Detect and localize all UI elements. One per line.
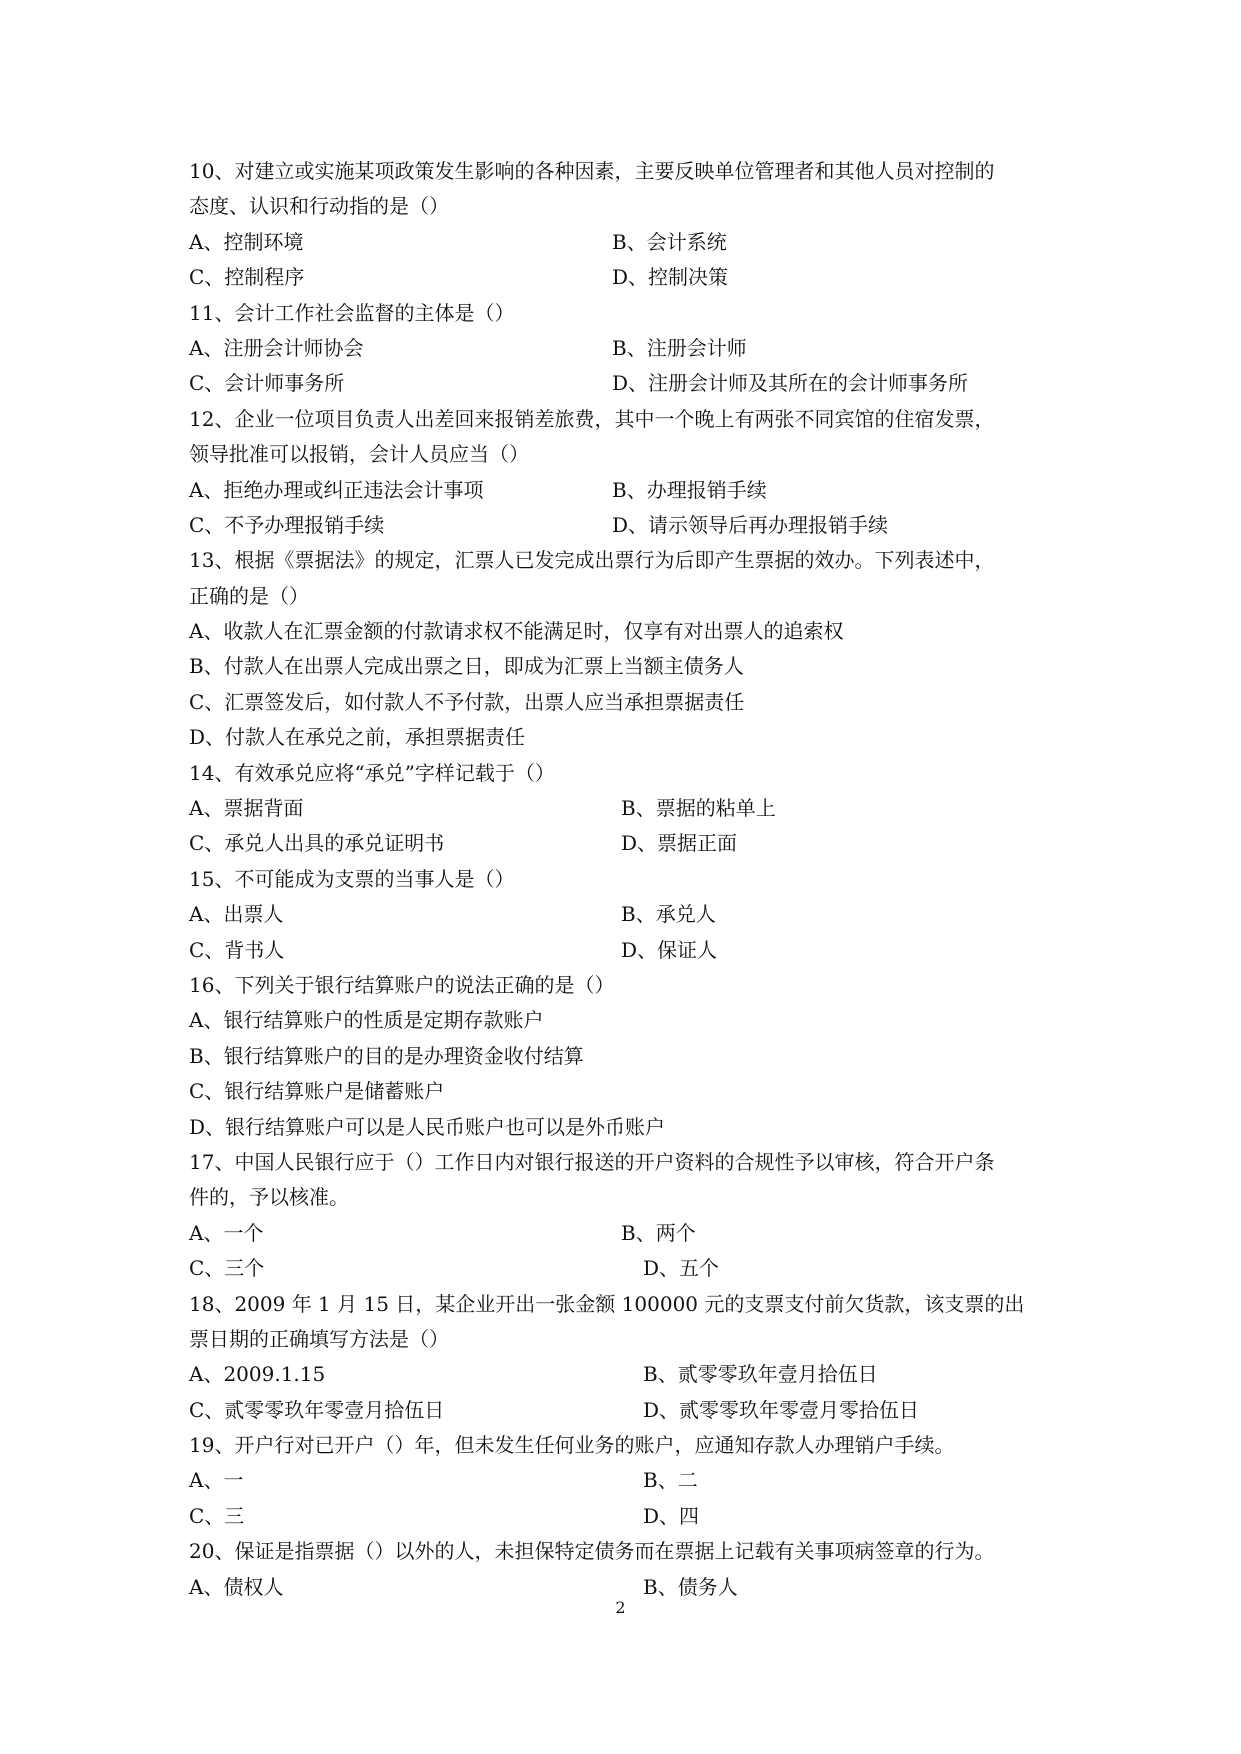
option-c: C、三个 — [189, 1256, 265, 1281]
page-number: 2 — [615, 1598, 626, 1617]
question-14 — [189, 756, 1059, 862]
option-b: B、票据的粘单上 — [621, 796, 776, 821]
question-stem: 20、保证是指票据（）以外的人，未担保特定债务而在票据上记载有关事项病签章的行为。 — [189, 1539, 995, 1564]
option-c: C、银行结算账户是储蓄账户 — [189, 1079, 445, 1104]
option-b: B、承兑人 — [621, 902, 716, 927]
option-b: B、会计系统 — [612, 229, 727, 254]
question-18 — [189, 1287, 1059, 1429]
option-a: A、一 — [189, 1468, 244, 1493]
option-row — [189, 473, 1059, 508]
question-15 — [189, 862, 1059, 968]
question-17 — [189, 1145, 1059, 1287]
option-a: A、拒绝办理或纠正违法会计事项 — [189, 477, 484, 502]
option-c: C、控制程序 — [189, 265, 305, 290]
option-row — [189, 331, 1059, 366]
question-stem: 18、2009 年 1 月 15 日，某企业开出一张金额 100000 元的支票支付前欠货款，该支票的出 — [189, 1291, 1025, 1316]
question-stem: 领导批准可以报销，会计人员应当（） — [189, 442, 529, 467]
question-stem: 14、有效承兑应将“承兑”字样记载于（） — [189, 760, 555, 785]
option-c: C、贰零零玖年零壹月拾伍日 — [189, 1397, 445, 1422]
option-a: A、收款人在汇票金额的付款请求权不能满足时，仅享有对出票人的追索权 — [189, 619, 844, 644]
option-row — [189, 225, 1059, 260]
option-d: D、五个 — [643, 1256, 720, 1281]
question-stem: 16、下列关于银行结算账户的说法正确的是（） — [189, 972, 615, 997]
option-d: D、付款人在承兑之前，承担票据责任 — [189, 725, 526, 750]
option-row — [189, 1393, 1059, 1428]
option-row — [189, 366, 1059, 401]
question-19 — [189, 1428, 1059, 1534]
option-row — [189, 1499, 1059, 1534]
option-c: C、背书人 — [189, 937, 285, 962]
question-10 — [189, 154, 1059, 296]
option-c: C、三 — [189, 1503, 245, 1528]
question-12 — [189, 402, 1059, 544]
question-stem: 13、根据《票据法》的规定，汇票人已发完成出票行为后即产生票据的效办。下列表述中， — [189, 548, 995, 573]
option-row — [189, 508, 1059, 543]
option-b: B、二 — [643, 1468, 698, 1493]
question-20 — [189, 1534, 1059, 1605]
option-b: B、付款人在出票人完成出票之日，即成为汇票上当额主债务人 — [189, 654, 744, 679]
question-11 — [189, 296, 1059, 402]
option-d: D、控制决策 — [612, 265, 729, 290]
option-a: A、2009.1.15 — [189, 1362, 326, 1387]
question-list — [189, 154, 1059, 1605]
option-a: A、出票人 — [189, 902, 284, 927]
option-row — [189, 1216, 1059, 1251]
option-b: B、办理报销手续 — [612, 477, 767, 502]
option-b: B、银行结算账户的目的是办理资金收付结算 — [189, 1043, 584, 1068]
option-row — [189, 1463, 1059, 1498]
question-stem: 态度、认识和行动指的是（） — [189, 194, 449, 219]
question-stem: 件的，予以核准。 — [189, 1185, 349, 1210]
question-stem: 11、会计工作社会监督的主体是（） — [189, 300, 515, 325]
option-c: C、汇票签发后，如付款人不予付款，出票人应当承担票据责任 — [189, 689, 745, 714]
option-row — [189, 260, 1059, 295]
option-a: A、银行结算账户的性质是定期存款账户 — [189, 1008, 544, 1033]
option-a: A、票据背面 — [189, 796, 304, 821]
option-a: A、注册会计师协会 — [189, 335, 364, 360]
option-b: B、注册会计师 — [612, 335, 747, 360]
option-d: D、注册会计师及其所在的会计师事务所 — [612, 371, 969, 396]
option-d: D、四 — [643, 1503, 700, 1528]
option-b: B、两个 — [621, 1220, 696, 1245]
option-d: D、保证人 — [621, 937, 718, 962]
option-row — [189, 1251, 1059, 1286]
option-row — [189, 897, 1059, 932]
question-13 — [189, 543, 1059, 755]
question-16 — [189, 968, 1059, 1145]
option-c: C、不予办理报销手续 — [189, 512, 385, 537]
option-row — [189, 1357, 1059, 1392]
question-stem: 12、企业一位项目负责人出差回来报销差旅费，其中一个晚上有两张不同宾馆的住宿发票， — [189, 406, 995, 431]
option-a: A、一个 — [189, 1220, 264, 1245]
question-stem: 10、对建立或实施某项政策发生影响的各种因素，主要反映单位管理者和其他人员对控制的 — [189, 159, 995, 183]
option-b: B、贰零零玖年壹月拾伍日 — [643, 1362, 878, 1387]
option-d: D、请示领导后再办理报销手续 — [612, 512, 889, 537]
option-c: C、会计师事务所 — [189, 371, 345, 396]
option-a: A、控制环境 — [189, 229, 304, 254]
question-stem: 正确的是（） — [189, 583, 309, 608]
option-c: C、承兑人出具的承兑证明书 — [189, 831, 445, 856]
option-row — [189, 791, 1059, 826]
question-stem: 15、不可能成为支票的当事人是（） — [189, 866, 515, 891]
option-a: A、债权人 — [189, 1574, 284, 1599]
question-stem: 票日期的正确填写方法是（） — [189, 1326, 449, 1351]
option-row — [189, 826, 1059, 861]
option-d: D、贰零零玖年零壹月零拾伍日 — [643, 1397, 920, 1422]
option-d: D、银行结算账户可以是人民币账户也可以是外币账户 — [189, 1114, 666, 1139]
option-b: B、债务人 — [643, 1574, 738, 1599]
question-stem: 19、开户行对已开户（）年，但未发生任何业务的账户，应通知存款人办理销户手续。 — [189, 1433, 955, 1458]
question-stem: 17、中国人民银行应于（）工作日内对银行报送的开户资料的合规性予以审核，符合开户条 — [189, 1149, 995, 1174]
option-row — [189, 933, 1059, 968]
option-d: D、票据正面 — [621, 831, 738, 856]
